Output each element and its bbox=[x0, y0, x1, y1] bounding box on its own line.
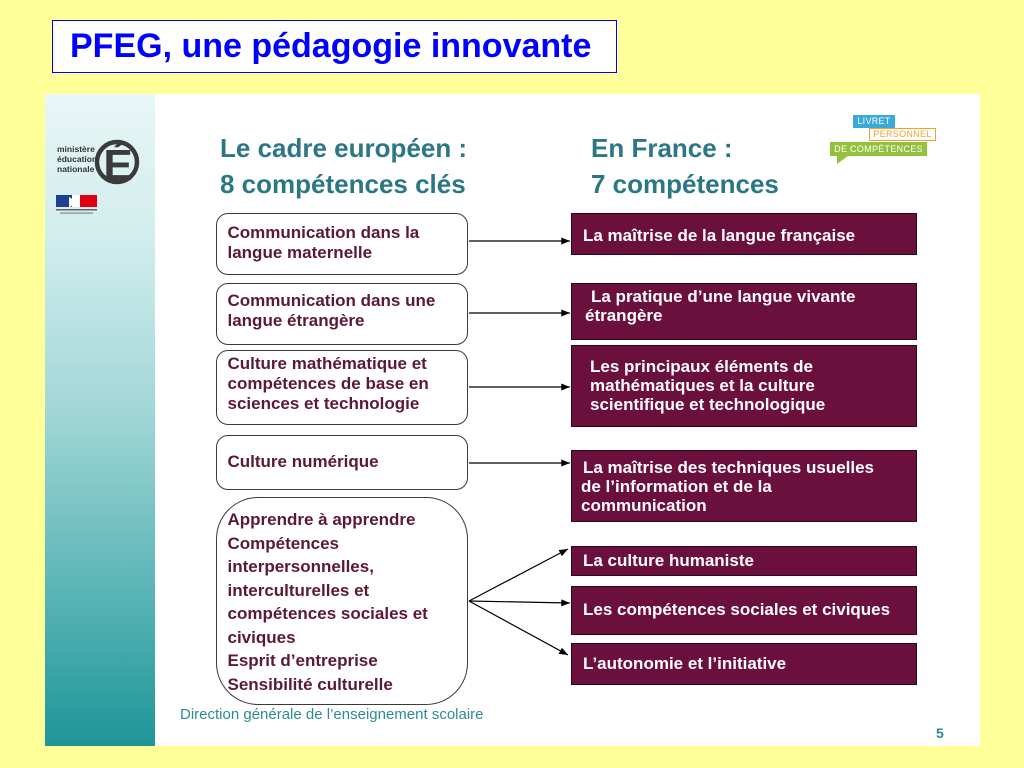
competence-label-line: langue étrangère bbox=[227, 310, 365, 330]
heading-line: En France : bbox=[591, 133, 733, 163]
france-heading bbox=[591, 130, 779, 202]
competence-label-line: de l’information et de la bbox=[581, 476, 772, 496]
slide-title-box bbox=[52, 20, 617, 73]
ministere-education-nationale-logo bbox=[55, 120, 143, 192]
competence-label-line: Les compétences sociales et civiques bbox=[583, 599, 891, 619]
page-number: 5 bbox=[936, 725, 944, 741]
ministry-logo-line: éducation bbox=[57, 154, 98, 164]
competence-label-line: communication bbox=[581, 495, 707, 515]
fr-competence-langue-vivante bbox=[571, 283, 917, 340]
european-framework-heading bbox=[220, 130, 467, 202]
eu-competence-culture-numerique bbox=[216, 435, 468, 490]
slide-title: PFEG, une pédagogie innovante bbox=[70, 27, 592, 65]
republique-francaise-logo bbox=[56, 193, 98, 217]
competence-label-line: interculturelles et bbox=[227, 580, 370, 600]
fr-competence-sociales-civiques bbox=[571, 586, 917, 635]
competence-label-line: La maîtrise de la langue française bbox=[583, 225, 856, 245]
speech-bubble-tail bbox=[837, 156, 848, 164]
competence-label-line: La pratique d’une langue vivante bbox=[591, 286, 856, 306]
competence-label-line: compétences de base en bbox=[227, 373, 429, 393]
competence-label-line: Les principaux éléments de bbox=[590, 356, 813, 376]
competence-label-line: scientifique et technologique bbox=[590, 394, 826, 414]
ministry-logo-line: ministère bbox=[57, 144, 95, 154]
slide-footer: Direction générale de l’enseignement scolaire bbox=[180, 706, 484, 723]
heading-line: 7 compétences bbox=[591, 169, 779, 199]
competence-label-line: Sensibilité culturelle bbox=[227, 674, 393, 694]
ministry-logo-line: nationale bbox=[57, 164, 95, 174]
eu-competence-communication-etrangere bbox=[216, 283, 468, 345]
competence-label-line: Culture numérique bbox=[227, 451, 379, 471]
sidebar-band bbox=[45, 94, 155, 746]
competence-label-line: Apprendre à apprendre bbox=[227, 510, 416, 529]
fr-competence-culture-humaniste bbox=[571, 546, 917, 576]
fr-competence-tice bbox=[571, 450, 917, 522]
competence-label-line: L’autonomie et l’initiative bbox=[583, 653, 787, 673]
competence-label-line: Compétences bbox=[227, 533, 339, 553]
livret-logo-line: PERSONNEL bbox=[869, 128, 936, 141]
competence-label-line: La culture humaniste bbox=[583, 550, 754, 570]
livret-logo-line: LIVRET bbox=[853, 115, 895, 128]
livret-logo-line: DE COMPÉTENCES bbox=[830, 142, 927, 156]
fr-competence-mathematiques-sciences bbox=[571, 345, 917, 427]
competence-label-line: La maîtrise des techniques usuelles bbox=[583, 457, 875, 477]
competence-label-line: compétences sociales et bbox=[227, 604, 428, 623]
competence-label-line: Communication dans une bbox=[227, 290, 436, 310]
fr-competence-autonomie-initiative bbox=[571, 643, 917, 685]
competence-label-line: Esprit d’entreprise bbox=[227, 651, 378, 670]
ministry-logo-letter: É bbox=[103, 141, 133, 190]
competence-label-line: sciences et technologie bbox=[227, 393, 420, 413]
eu-competence-group-transversal bbox=[216, 497, 468, 705]
eu-competence-communication-maternelle bbox=[216, 213, 468, 275]
competence-label-line: Communication dans la bbox=[227, 222, 420, 242]
heading-line: 8 compétences clés bbox=[220, 169, 466, 199]
competence-label-line: langue maternelle bbox=[227, 242, 373, 262]
livret-personnel-logo bbox=[828, 113, 940, 167]
fr-competence-langue-francaise bbox=[571, 213, 917, 255]
competence-label-line: civiques bbox=[227, 627, 296, 647]
competence-label-line: interpersonnelles, bbox=[227, 557, 374, 576]
eu-competence-culture-mathematique bbox=[216, 350, 468, 425]
competence-label-line: mathématiques et la culture bbox=[590, 375, 815, 395]
competence-label-line: Culture mathématique et bbox=[227, 353, 427, 373]
competence-label-line: étrangère bbox=[585, 305, 663, 325]
heading-line: Le cadre européen : bbox=[220, 133, 468, 163]
